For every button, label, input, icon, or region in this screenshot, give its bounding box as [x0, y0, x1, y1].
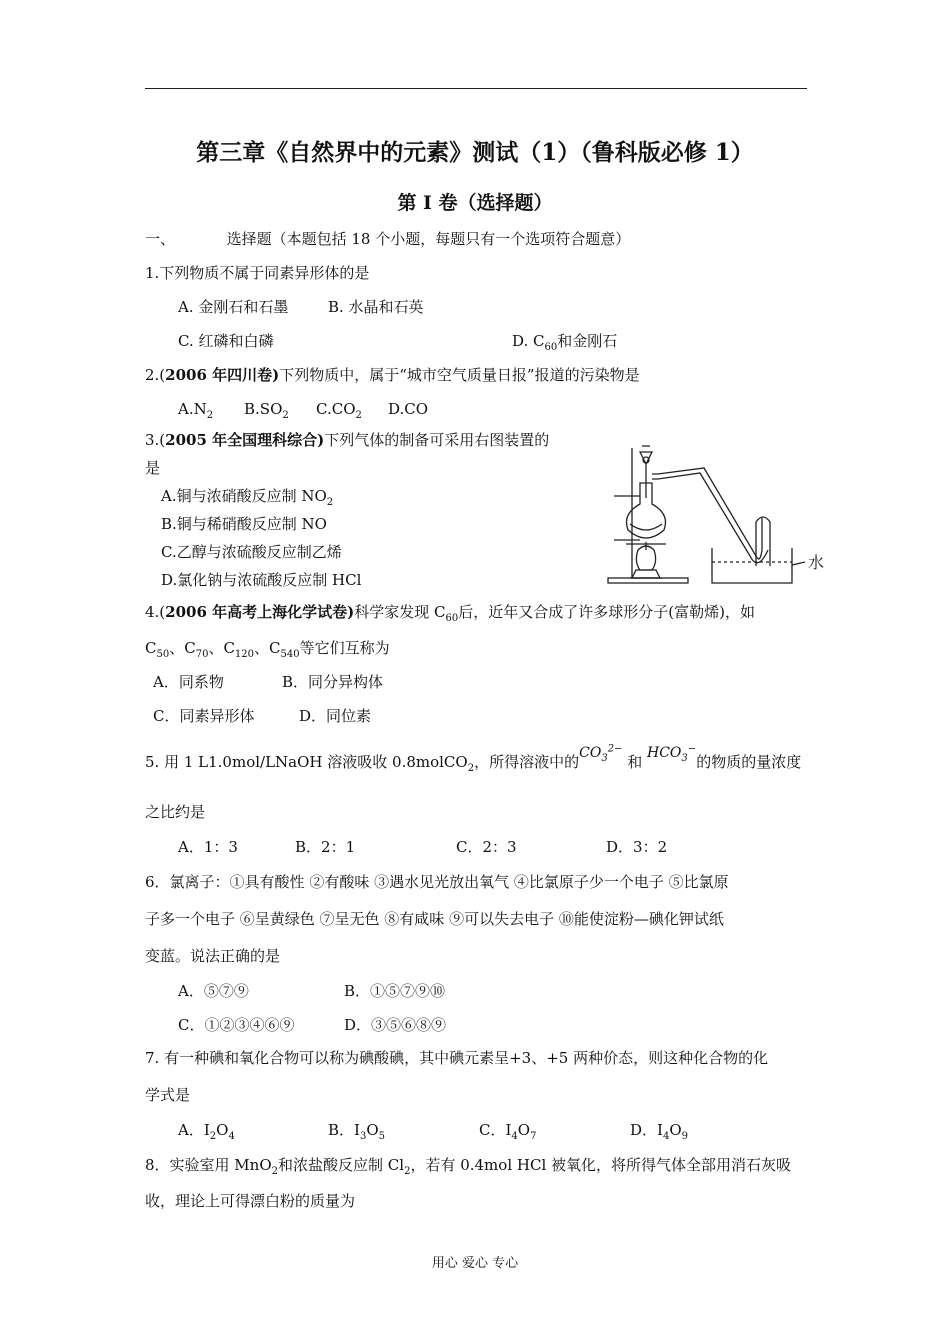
q1-stem: 1.下列物质不属于同素异形体的是: [145, 264, 370, 282]
figure-label-water: 水: [808, 553, 825, 572]
q6-stem-cont1: 子多一个电子 ⑥呈黄绿色 ⑦呈无色 ⑧有咸味 ⑨可以失去电子 ⑩能使淀粉—碘化钾试纸: [145, 910, 724, 928]
page-footer: 用心 爱心 专心: [431, 1256, 519, 1271]
carbonate-formula: $CO_3^{2-}$: [579, 743, 623, 764]
section-heading: [145, 229, 630, 249]
q6-option-c: C．①②③④⑥⑨: [178, 1016, 295, 1034]
section-number: 一、: [145, 230, 176, 248]
section-instruction: 选择题（本题包括 18 个小题，每题只有一个选项符合题意）: [226, 230, 631, 248]
q6-stem: 6．氯离子：①具有酸性 ②有酸味 ③遇水见光放出氧气 ④比氯原子少一个电子 ⑤比氯原: [145, 873, 729, 891]
q5-stem-cont: 之比约是: [145, 803, 206, 821]
q4-option-c: C．同素异形体: [153, 707, 255, 725]
q3-option-b: B.铜与稀硝酸反应制 NO: [161, 515, 327, 533]
q3-stem-cont: 是: [145, 459, 161, 477]
q2-option-d: D.CO: [388, 400, 429, 418]
q6-option-b: B．①⑤⑦⑨⑩: [344, 982, 446, 1000]
q2-option-a: $A.N_2$: [178, 400, 214, 421]
q4-stem-cont: $C_{50}$、$C_{70}$、$C_{120}$、$C_{540}$等它们互称为: [145, 639, 390, 660]
q1-option-a: A. 金刚石和石墨: [178, 298, 289, 316]
q4-option-d: D．同位素: [299, 707, 372, 725]
q1-option-c: C. 红磷和白磷: [178, 332, 274, 350]
q1-option-b: B. 水晶和石英: [328, 298, 424, 316]
q2-source: 2006 年四川卷): [165, 366, 280, 384]
q4-option-a: A．同系物: [153, 673, 224, 691]
q3-option-d: D.氯化钠与浓硫酸反应制 HCl: [161, 571, 362, 589]
q4-option-b: B．同分异构体: [282, 673, 384, 691]
q4-source: 2006 年高考上海化学试卷): [165, 603, 355, 621]
q8-stem: 8．实验室用 MnO$_2$和浓盐酸反应制 $Cl_2$，若有 0.4mol HCl 被氧化，将所得气体全部用消石灰吸: [145, 1156, 792, 1177]
q6-option-a: A．⑤⑦⑨: [178, 982, 249, 1000]
bicarbonate-formula: $HCO_3^-$: [647, 743, 697, 764]
q5-stem: 5. 用 1 L1.0mol/LNaOH 溶液吸收 0.8molCO$_2$，所得溶液中的$CO_3^{2-}$ 和 $HCO_3^-$的物质的量浓度: [145, 743, 802, 774]
q7-stem: 7. 有一种碘和氧化合物可以称为碘酸碘，其中碘元素呈+3、+5 两种价态，则这种化合物的化: [145, 1049, 769, 1067]
q3-option-a: A.铜与浓硝酸反应制 $NO_2$: [161, 487, 334, 508]
q3-stem: 3.(2005 年全国理科综合)下列气体的制备可采用右图装置的: [145, 431, 550, 449]
apparatus-figure: [600, 438, 830, 588]
q7-option-b: B．$I_3O_5$: [328, 1121, 386, 1142]
q7-option-c: C．$I_4O_7$: [479, 1121, 537, 1142]
section-title: 第 I 卷（选择题）: [397, 192, 553, 214]
q1-option-d: D. $C_{60}$和金刚石: [512, 332, 618, 353]
q7-option-d: D．$I_4O_9$: [630, 1121, 689, 1142]
q6-option-d: D．③⑤⑥⑧⑨: [344, 1016, 447, 1034]
q5-option-a: A．1：3: [178, 838, 238, 856]
q2-stem: 2.(2006 年四川卷)下列物质中，属于“城市空气质量日报”报道的污染物是: [145, 366, 640, 384]
q5-option-d: D．3：2: [606, 838, 668, 856]
q3-option-c: C.乙醇与浓硫酸反应制乙烯: [161, 543, 342, 561]
q7-option-a: A．$I_2O_4$: [178, 1121, 235, 1142]
q7-stem-cont: 学式是: [145, 1086, 191, 1104]
q8-stem-cont: 收，理论上可得漂白粉的质量为: [145, 1192, 356, 1210]
header-rule: [145, 88, 807, 89]
q2-option-b: $B.SO_2$: [244, 400, 289, 421]
page-title: 第三章《自然界中的元素》测试（1）（鲁科版必修 1）: [196, 139, 754, 166]
q5-option-c: C．2：3: [456, 838, 517, 856]
q6-stem-cont2: 变蓝。说法正确的是: [145, 947, 281, 965]
q5-option-b: B．2：1: [295, 838, 356, 856]
q4-stem: 4.(2006 年高考上海化学试卷)科学家发现 $C_{60}$后，近年又合成了许多球形分子(富勒烯)，如: [145, 603, 755, 624]
q2-option-c: $C.CO_2$: [316, 400, 362, 421]
q3-source: 2005 年全国理科综合): [165, 431, 325, 449]
